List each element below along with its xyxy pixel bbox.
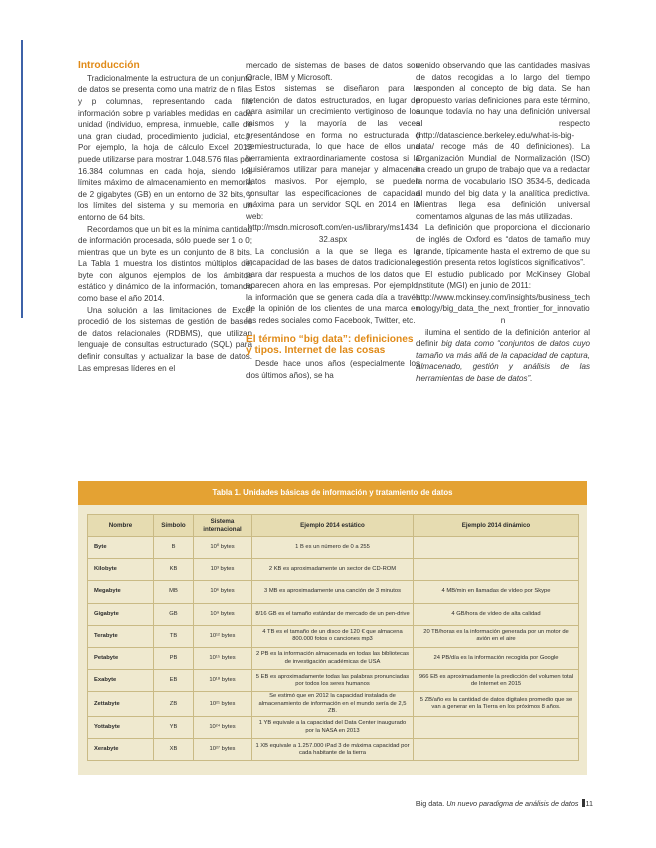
unit-symbol: ZB — [154, 692, 194, 717]
dynamic-example — [414, 559, 579, 581]
left-margin-rule — [21, 40, 23, 318]
table-row — [88, 716, 579, 738]
section-heading-introduccion: Introducción — [78, 60, 140, 71]
header-cell: Ejemplo 2014 dinámico — [414, 515, 579, 537]
unit-symbol: EB — [154, 670, 194, 692]
footer-bar-icon — [582, 799, 585, 807]
static-example: 3 MB es aproximadamente una canción de 3 minutos — [252, 581, 414, 603]
unit-si: 10¹⁵ bytes — [194, 647, 252, 669]
unit-name: Kilobyte — [88, 559, 154, 581]
table-row — [88, 603, 579, 625]
unit-si: 10⁹ bytes — [194, 603, 252, 625]
dynamic-example: 24 PB/día es la información recogida por Google — [414, 647, 579, 669]
static-example: 1 XB equivale a 1.257.000 iPad 3 de máxima capacidad por cada habitante de la tierra — [252, 739, 414, 761]
paragraph: La conclusión a la que se llega es la incapacidad de las bases de datos tradicionales para dar respuesta a muchos de los datos que aparecen ahora en las empresas. Por ejemplo, la información que se genera cada día a través de la opinión de los clientes de una marca en las redes sociales como Facebook, Twitter, etc. — [246, 246, 420, 326]
dynamic-example — [414, 716, 579, 738]
text-column-2 — [246, 60, 420, 381]
url-link[interactable]: http://msdn.microsoft.com/en-us/library/ms143432.aspx — [247, 223, 419, 244]
static-example: 8/16 GB es el tamaño estándar de mercado de un pen-drive — [252, 603, 414, 625]
unit-si: 10⁰ bytes — [194, 537, 252, 559]
static-example: 5 EB es aproximadamente todas las palabras pronunciadas por todos los seres humanos — [252, 670, 414, 692]
unit-name: Xerabyte — [88, 739, 154, 761]
unit-name: Megabyte — [88, 581, 154, 603]
unit-si: 10¹⁸ bytes — [194, 670, 252, 692]
static-example: 1 B es un número de 0 a 255 — [252, 537, 414, 559]
unit-name: Gigabyte — [88, 603, 154, 625]
header-cell: Nombre — [88, 515, 154, 537]
unit-name: Terabyte — [88, 625, 154, 647]
table-row — [88, 739, 579, 761]
paragraph: venido observando que las cantidades masivas de datos recogidas a lo largo del tiempo responden al concepto de big data. Se han propuesto varias definiciones para este término, aunque todavía no hay una definición universal al respecto (http://datascience.berkeley.edu/what-is-big-data/ recoge más de 40 definiciones). La Organización Mundial de Normalización (ISO) ha creado un grupo de trabajo que va a redactar la norma de vocabulario ISO 3534-5, dedicada al mundo del big data y la analítica predictiva. Mientras llega esa definición universal comentamos algunas de las más utilizadas. — [416, 61, 590, 221]
dynamic-example — [414, 739, 579, 761]
footer-subtitle: Un nuevo paradigma de análisis de datos — [446, 799, 579, 808]
paragraph: Una solución a las limitaciones de Excel procedió de los sistemas de gestión de bases de datos relacionales (RDBMS), que utilizan lenguaje de consultas estructurado (SQL) para definir consultas y actualizar la base de datos. Las empresas líderes en el — [78, 305, 252, 373]
unit-symbol: XB — [154, 739, 194, 761]
unit-symbol: TB — [154, 625, 194, 647]
header-cell: Ejemplo 2014 estático — [252, 515, 414, 537]
static-example: 2 PB es la información almacenada en todas las bibliotecas de investigación académicas de USA — [252, 647, 414, 669]
header-cell: Sistema internacional — [194, 515, 252, 537]
unit-name: Exabyte — [88, 670, 154, 692]
unit-name: Yottabyte — [88, 716, 154, 738]
unit-symbol: B — [154, 537, 194, 559]
paragraph: Desde hace unos años (especialmente los dos últimos años), se ha — [246, 359, 420, 380]
page-number: 11 — [585, 799, 593, 808]
unit-symbol: MB — [154, 581, 194, 603]
table-row — [88, 537, 579, 559]
paragraph: mercado de sistemas de bases de datos son Oracle, IBM y Microsoft. — [246, 61, 420, 82]
unit-si: 10³ bytes — [194, 559, 252, 581]
unit-symbol: PB — [154, 647, 194, 669]
unit-name: Zettabyte — [88, 692, 154, 717]
table-panel — [78, 481, 587, 775]
unit-si: 10²⁷ bytes — [194, 739, 252, 761]
paragraph — [416, 327, 590, 385]
dynamic-example: 5 ZB/año es la cantidad de datos digitales promedio que se van a generar en la Tierra en los próximos 8 años. — [414, 692, 579, 717]
paragraph: La definición que proporciona el diccionario de inglés de Oxford es “datos de tamaño muy grande, típicamente hasta el extremo de que su gestión presenta retos logísticos significativos”. — [416, 223, 590, 268]
units-table — [87, 514, 579, 761]
paragraph: El estudio publicado por McKinsey Global Institute (MGI) en junio de 2011: — [416, 269, 590, 291]
unit-symbol: GB — [154, 603, 194, 625]
dynamic-example: 4 GB/hora de vídeo de alta calidad — [414, 603, 579, 625]
table-title: Tabla 1. Unidades básicas de información y tratamiento de datos — [78, 481, 587, 505]
unit-name: Byte — [88, 537, 154, 559]
section-heading-big-data: El término “big data”: definiciones y tipos. Internet de las cosas — [246, 333, 414, 357]
paragraph: Tradicionalmente la estructura de un conjunto de datos se presenta como una matriz de n filas y p columnas, representando cada fila información sobre p variables medidas en cada unidad (individuo, empresa, inmueble, calle de una gran ciudad, procedimiento judicial, etc.). Por ejemplo, la hoja de cálculo Excel 2013 puede utilizarse para mostrar 1.048.576 filas por 16.384 columnas en cada hoja, siendo los límites máximo de almacenamiento en memoria de 2 gigabytes (GB) en un entorno de 32 bits, y los límites del sistema y su memoria en un entorno de 64 bits. — [78, 73, 252, 222]
table-row — [88, 559, 579, 581]
dynamic-example — [414, 537, 579, 559]
italic-term: big data — [441, 339, 471, 349]
header-cell: Símbolo — [154, 515, 194, 537]
table-row — [88, 581, 579, 603]
table-row — [88, 647, 579, 669]
dynamic-example: 20 TB/horas es la información generada por un motor de avión en el aire — [414, 625, 579, 647]
dynamic-example: 4 MB/min en llamadas de vídeo por Skype — [414, 581, 579, 603]
text-run: ilumina el sentido de la definición anterior al definir — [416, 327, 590, 349]
unit-si: 10¹² bytes — [194, 625, 252, 647]
url-link[interactable]: http://www.mckinsey.com/insights/business_technology/big_data_the_next_frontier_for_innovation — [416, 292, 590, 326]
text-column-1 — [78, 60, 252, 374]
unit-symbol: YB — [154, 716, 194, 738]
unit-si: 10²⁴ bytes — [194, 716, 252, 738]
static-example: 4 TB es el tamaño de un disco de 120 € que almacena 800.000 fotos o canciones mp3 — [252, 625, 414, 647]
unit-si: 10²¹ bytes — [194, 692, 252, 717]
text-column-3 — [416, 60, 590, 385]
table-row — [88, 670, 579, 692]
unit-symbol: KB — [154, 559, 194, 581]
static-example: Se estimó que en 2012 la capacidad instalada de almacenamiento de información en el mundo sería de 2,5 ZB. — [252, 692, 414, 717]
italic-quote: como “conjuntos de datos cuyo tamaño va más allá de la capacidad de captura, almacenado, gestión y análisis de las herramientas de base de datos”. — [416, 339, 590, 384]
unit-name: Petabyte — [88, 647, 154, 669]
unit-si: 10⁶ bytes — [194, 581, 252, 603]
footer-title: Big data. — [415, 799, 447, 808]
table-row — [88, 625, 579, 647]
static-example: 2 KB es aproximadamente un sector de CD-ROM — [252, 559, 414, 581]
dynamic-example: 966 EB es aproximadamente la predicción del volumen total de Internet en 2015 — [414, 670, 579, 692]
table-row — [88, 692, 579, 717]
page-footer — [416, 799, 593, 809]
paragraph: Recordamos que un bit es la mínima cantidad de información procesada, sólo puede ser 1 o 0; mientras que un byte es un conjunto de 8 bits. La Tabla 1 muestra los distintos múltiplos del byte con algunos ejemplos de los ámbitos estático y dinámico de la información, tomando como base el año 2014. — [78, 224, 252, 304]
paragraph: Estos sistemas se diseñaron para la retención de datos estructurados, en lugar de para asimilar un crecimiento vertiginoso de los mismos y la mayoría de las veces presentándose en forma no estructurada o semiestructurada, lo que hace de ellos una herramienta extraordinariamente costosa si la quisiéramos utilizar para manejar y almacenar datos masivos. Por ejemplo, se pueden consultar las especificaciones de capacidad máxima para un servidor SQL en 2014 en la web: — [246, 84, 420, 221]
static-example: 1 YB equivale a la capacidad del Data Center inaugurado por la NASA en 2013 — [252, 716, 414, 738]
table-header-row — [88, 515, 579, 537]
